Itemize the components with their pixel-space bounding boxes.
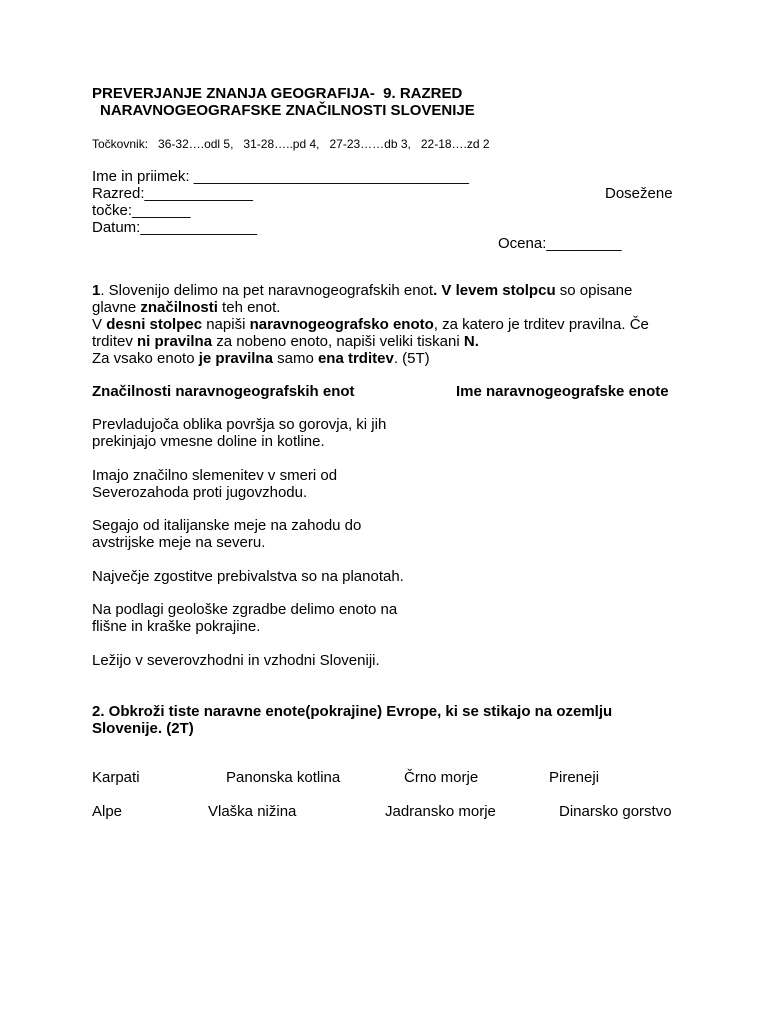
column-header-left: Značilnosti naravnogeografskih enot bbox=[92, 383, 355, 400]
q1-line-2 bbox=[92, 299, 280, 316]
option-jadransko-morje[interactable]: Jadransko morje bbox=[385, 803, 496, 820]
option-dinarsko-gorstvo[interactable]: Dinarsko gorstvo bbox=[559, 803, 672, 820]
statement-5-line-2: flišne in kraške pokrajine. bbox=[92, 618, 261, 635]
q1-text: so opisane bbox=[555, 282, 633, 299]
q2-line-1: 2. Obkroži tiste naravne enote(pokrajine) Evrope, ki se stikajo na ozemlju bbox=[92, 703, 613, 720]
q1-line-4 bbox=[92, 333, 479, 350]
statement-2-line-1: Imajo značilno slemenitev v smeri od bbox=[92, 467, 338, 484]
option-panonska-kotlina[interactable]: Panonska kotlina bbox=[226, 769, 341, 786]
statement-1-line-1: Prevladujoča oblika površja so gorovja, ki jih bbox=[92, 416, 387, 433]
option-crno-morje[interactable]: Črno morje bbox=[404, 769, 479, 786]
grade-field: Ocena:_________ bbox=[498, 235, 622, 252]
scoring-key bbox=[92, 136, 490, 153]
name-field: Ime in priimek: _________________________________ bbox=[92, 168, 469, 185]
q1-emphasis: . V levem stolpcu bbox=[433, 282, 556, 299]
q1-text: . (5T) bbox=[393, 350, 430, 367]
q1-emphasis: je pravilna bbox=[198, 350, 273, 367]
option-vlaska-nizina[interactable]: Vlaška nižina bbox=[208, 803, 297, 820]
q1-emphasis: značilnosti bbox=[140, 299, 218, 316]
statement-4-line-1: Največje zgostitve prebivalstva so na planotah. bbox=[92, 568, 404, 585]
column-header-right: Ime naravnogeografske enote bbox=[456, 383, 669, 400]
statement-5-line-1: Na podlagi geološke zgradbe delimo enoto na bbox=[92, 601, 398, 618]
statement-2-line-2: Severozahoda proti jugovzhodu. bbox=[92, 484, 308, 501]
q1-emphasis: ena trditev bbox=[317, 350, 394, 367]
statement-1-line-2: prekinjajo vmesne doline in kotline. bbox=[92, 433, 325, 450]
option-karpati[interactable]: Karpati bbox=[92, 769, 140, 786]
statement-3-line-1: Segajo od italijanske meje na zahodu do bbox=[92, 517, 362, 534]
q1-text: V bbox=[92, 316, 107, 333]
q1-emphasis: desni stolpec bbox=[106, 316, 203, 333]
q1-text: za nobeno enoto, napiši veliki tiskani bbox=[212, 333, 464, 350]
q1-text: Za vsako enoto bbox=[92, 350, 199, 367]
statement-6-line-1: Ležijo v severovzhodni in vzhodni Sloveniji. bbox=[92, 652, 380, 669]
q1-emphasis: naravnogeografsko enoto bbox=[249, 316, 434, 333]
q2-line-2: Slovenije. (2T) bbox=[92, 720, 194, 737]
q1-text: . Slovenijo delimo na pet naravnogeografskih enot bbox=[100, 282, 434, 299]
points-field: točke:_______ bbox=[92, 202, 191, 219]
q1-number: 1 bbox=[92, 282, 101, 299]
q1-emphasis: ni pravilna bbox=[137, 333, 213, 350]
q1-line-3 bbox=[92, 316, 649, 333]
statement-3-line-2: avstrijske meje na severu. bbox=[92, 534, 266, 551]
page-title-line-2: NARAVNOGEOGRAFSKE ZNAČILNOSTI SLOVENIJE bbox=[100, 102, 475, 119]
option-pireneji[interactable]: Pireneji bbox=[549, 769, 600, 786]
q1-text: teh enot. bbox=[217, 299, 281, 316]
class-field: Razred:_____________ bbox=[92, 185, 253, 202]
q1-text: glavne bbox=[92, 299, 141, 316]
q1-emphasis: N. bbox=[463, 333, 479, 350]
scoring-ranges: 36-32….odl 5, 31-28…..pd 4, 27-23……db 3, 22-18….zd 2 bbox=[158, 137, 490, 151]
q1-line-5 bbox=[92, 350, 430, 367]
q1-line-1 bbox=[92, 282, 632, 299]
option-alpe[interactable]: Alpe bbox=[92, 803, 123, 820]
q1-text: napiši bbox=[202, 316, 250, 333]
q1-text: trditev bbox=[92, 333, 138, 350]
points-label: Dosežene bbox=[605, 185, 673, 202]
q1-text: samo bbox=[272, 350, 318, 367]
date-field: Datum:______________ bbox=[92, 219, 258, 236]
page-title-line-1: PREVERJANJE ZNANJA GEOGRAFIJA- 9. RAZRED bbox=[92, 85, 463, 102]
scoring-label: Točkovnik: bbox=[92, 137, 149, 151]
q1-text: , za katero je trditev pravilna. Če bbox=[433, 316, 649, 333]
